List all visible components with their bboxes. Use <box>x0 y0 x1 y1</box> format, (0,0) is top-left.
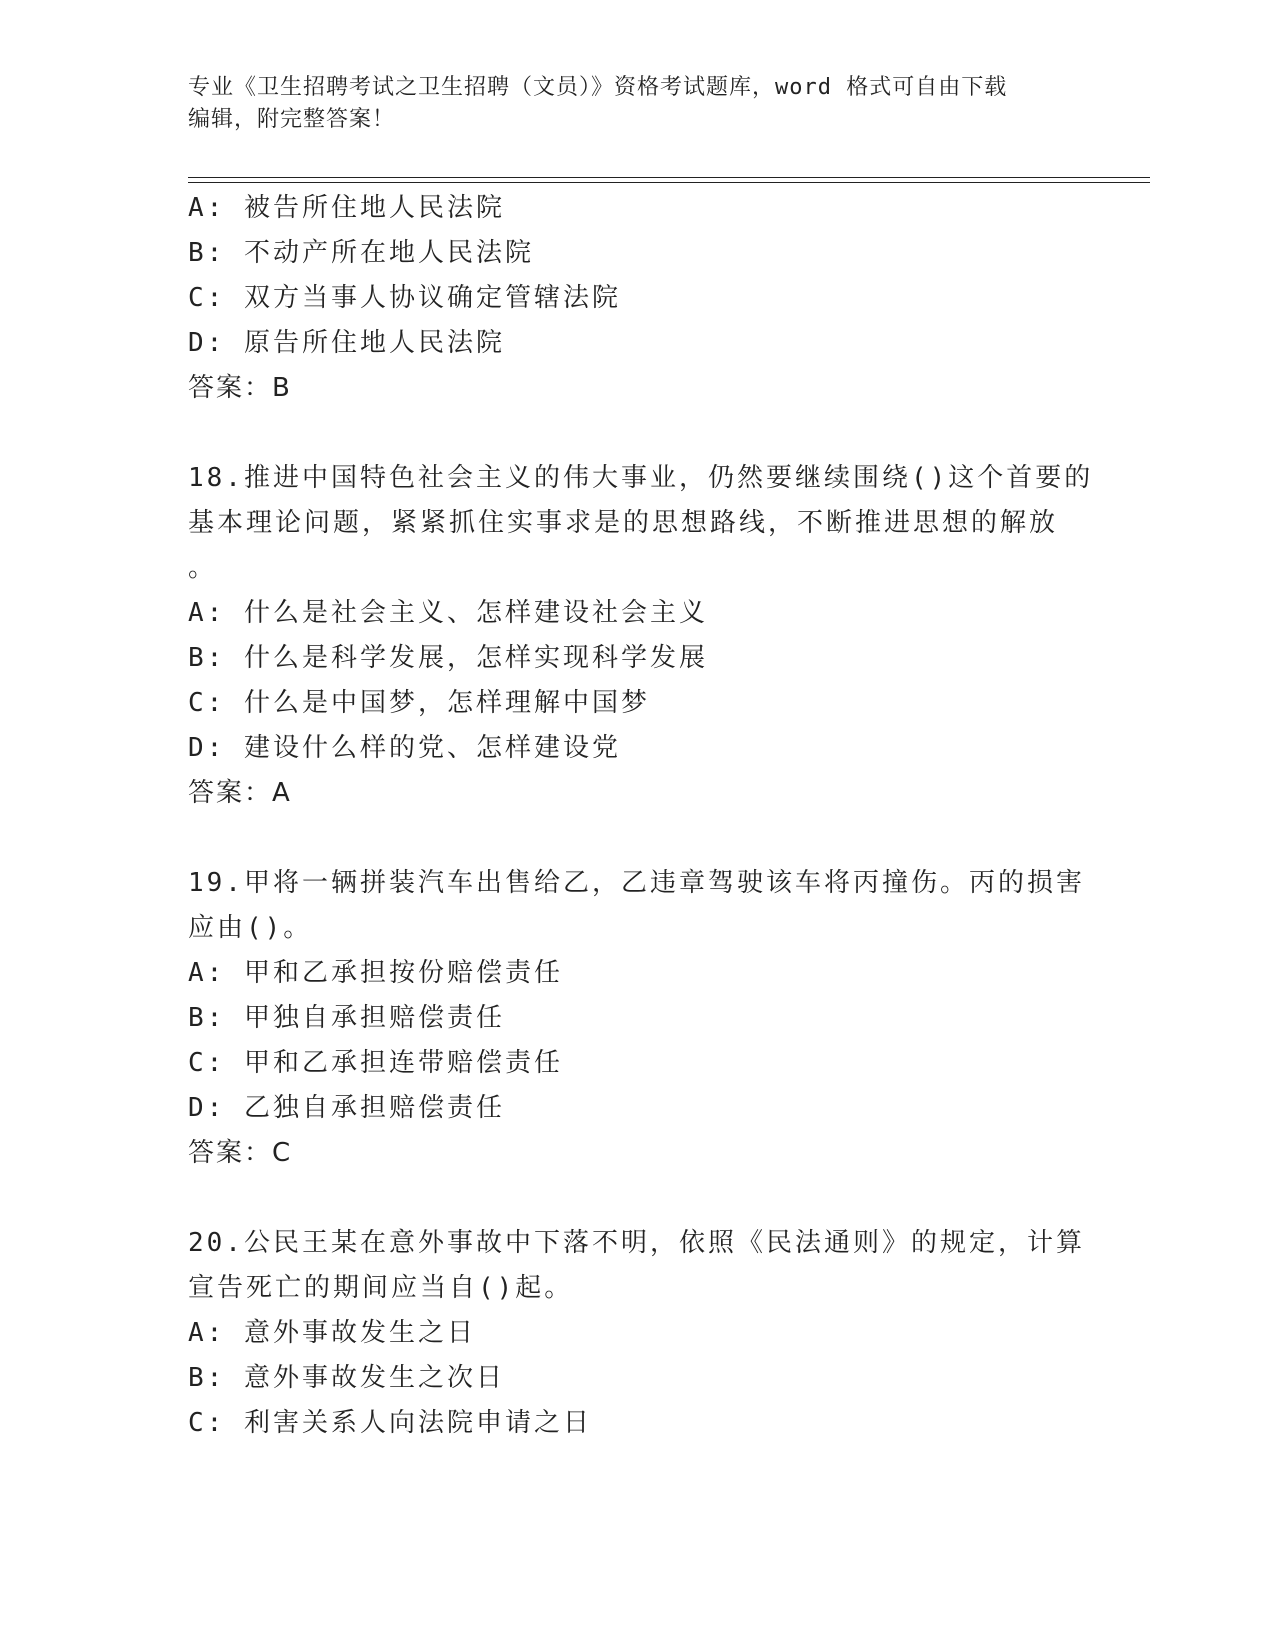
q18-option-c: C: 什么是中国梦，怎样理解中国梦 <box>188 688 650 718</box>
q19-option-a: A: 甲和乙承担按份赔偿责任 <box>188 958 563 988</box>
q19-stem-line-1: 19.甲将一辆拼装汽车出售给乙，乙违章驾驶该车将丙撞伤。丙的损害 <box>188 868 1085 898</box>
header-divider-top <box>188 177 1150 178</box>
header-divider-bottom <box>188 182 1150 183</box>
header-line-1: 专业《卫生招聘考试之卫生招聘（文员）》资格考试题库，word 格式可自由下载 <box>188 75 1008 100</box>
q17-option-d: D: 原告所住地人民法院 <box>188 328 505 358</box>
q18-option-a: A: 什么是社会主义、怎样建设社会主义 <box>188 598 708 628</box>
q19-answer: 答案：C <box>188 1138 293 1168</box>
q19-option-d: D: 乙独自承担赔偿责任 <box>188 1093 505 1123</box>
q18-stem-line-1: 18.推进中国特色社会主义的伟大事业，仍然要继续围绕()这个首要的 <box>188 463 1094 493</box>
q18-option-b: B: 什么是科学发展，怎样实现科学发展 <box>188 643 708 673</box>
q18-stem-line-3: 。 <box>188 553 218 583</box>
q18-stem-line-2: 基本理论问题，紧紧抓住实事求是的思想路线，不断推进思想的解放 <box>188 508 1059 538</box>
document-header <box>188 72 1088 136</box>
q19-option-c: C: 甲和乙承担连带赔偿责任 <box>188 1048 563 1078</box>
header-line-2: 编辑，附完整答案！ <box>188 107 396 132</box>
q17-option-b: B: 不动产所在地人民法院 <box>188 238 534 268</box>
q19-option-b: B: 甲独自承担赔偿责任 <box>188 1003 505 1033</box>
q19-stem-line-2: 应由()。 <box>188 913 313 943</box>
q20-option-b: B: 意外事故发生之次日 <box>188 1363 505 1393</box>
q20-stem-line-2: 宣告死亡的期间应当自()起。 <box>188 1273 574 1303</box>
q20-option-c: C: 利害关系人向法院申请之日 <box>188 1408 592 1438</box>
q20-option-a: A: 意外事故发生之日 <box>188 1318 476 1348</box>
q17-option-c: C: 双方当事人协议确定管辖法院 <box>188 283 621 313</box>
q20-stem-line-1: 20.公民王某在意外事故中下落不明，依照《民法通则》的规定，计算 <box>188 1228 1085 1258</box>
q17-answer: 答案：B <box>188 373 292 403</box>
q18-option-d: D: 建设什么样的党、怎样建设党 <box>188 733 621 763</box>
q17-option-a: A: 被告所住地人民法院 <box>188 193 505 223</box>
q18-answer: 答案：A <box>188 778 292 808</box>
